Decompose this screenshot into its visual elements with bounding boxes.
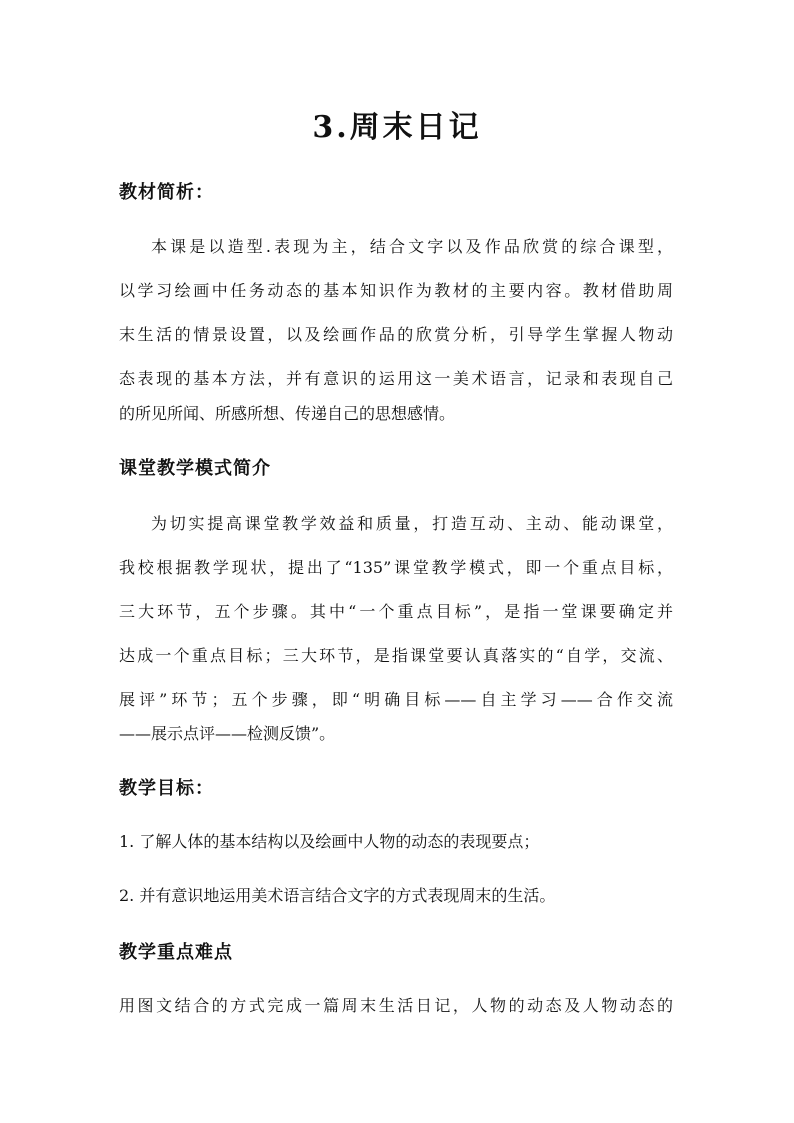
goal-item: 1. 了解人体的基本结构以及绘画中人物的动态的表现要点； <box>119 832 540 851</box>
paragraph-line: 为切实提高课堂教学效益和质量，打造互动、主动、能动课堂， <box>151 514 673 533</box>
section-heading-key-difficulties: 教学重点难点 <box>119 942 233 963</box>
section-heading-teaching-mode: 课堂教学模式简介 <box>119 458 271 479</box>
section-heading-teaching-goals: 教学目标： <box>119 778 214 799</box>
paragraph-line: 用图文结合的方式完成一篇周末生活日记，人物的动态及人物动态的 <box>119 996 673 1015</box>
paragraph-line: 达成一个重点目标；三大环节，是指课堂要认真落实的“自学，交流、 <box>119 646 673 665</box>
paragraph-line: 态表现的基本方法，并有意识的运用这一美术语言，记录和表现自己 <box>119 369 673 388</box>
paragraph-line: 末生活的情景设置，以及绘画作品的欣赏分析，引导学生掌握人物动 <box>119 325 673 344</box>
goal-item: 2. 并有意识地运用美术语言结合文字的方式表现周末的生活。 <box>119 886 556 905</box>
paragraph-line: 本课是以造型.表现为主，结合文字以及作品欣赏的综合课型， <box>151 237 673 256</box>
paragraph-line: 展评”环节；五个步骤，即“明确目标——自主学习——合作交流 <box>119 690 673 709</box>
paragraph-line: 以学习绘画中任务动态的基本知识作为教材的主要内容。教材借助周 <box>119 281 673 300</box>
paragraph-line: 三大环节，五个步骤。其中“一个重点目标”，是指一堂课要确定并 <box>119 602 673 621</box>
paragraph-line: 我校根据教学现状，提出了“135”课堂教学模式，即一个重点目标， <box>119 558 673 577</box>
paragraph-line: ——展示点评——检测反馈”。 <box>119 724 336 743</box>
document-title: 3.周末日记 <box>312 110 482 145</box>
section-heading-textbook-analysis: 教材简析： <box>119 182 214 203</box>
paragraph-line: 的所见所闻、所感所想、传递自己的思想感情。 <box>119 404 456 423</box>
